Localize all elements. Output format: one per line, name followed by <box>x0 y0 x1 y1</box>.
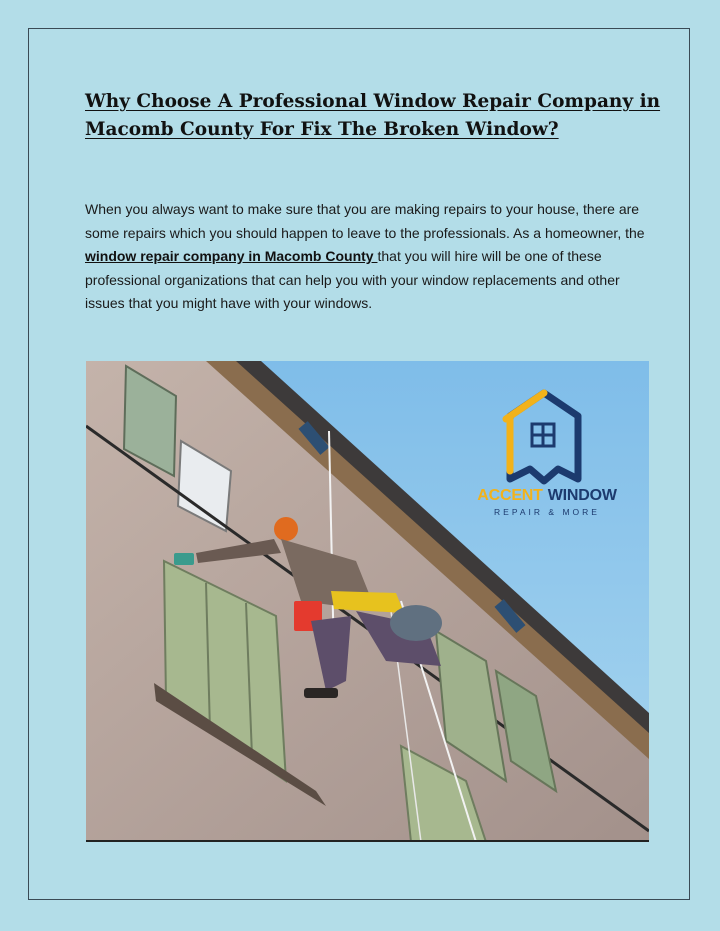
logo-word-window: WINDOW <box>547 487 617 504</box>
logo-tagline: REPAIR & MORE <box>494 507 600 517</box>
paragraph-text-end: that you will hire will be one of these professional organizations that can help you with your window replacements and other issues that you might have with your windows. <box>85 248 620 311</box>
intro-paragraph <box>85 198 645 316</box>
document-title: Why Choose A Professional Window Repair Company in Macomb County For Fix The Broken Window? <box>85 91 661 140</box>
logo-word-accent: ACCENT <box>477 487 543 504</box>
paragraph-text-start: When you always want to make sure that you are making repairs to your house, there are some repairs which you should happen to leave to the professionals. As a homeowner, the <box>85 201 645 241</box>
macomb-window-repair-link[interactable]: window repair company in Macomb County <box>85 248 378 264</box>
logo-wordmark <box>472 487 622 505</box>
window-repair-photo <box>86 361 649 842</box>
logo-text-block <box>472 405 622 520</box>
